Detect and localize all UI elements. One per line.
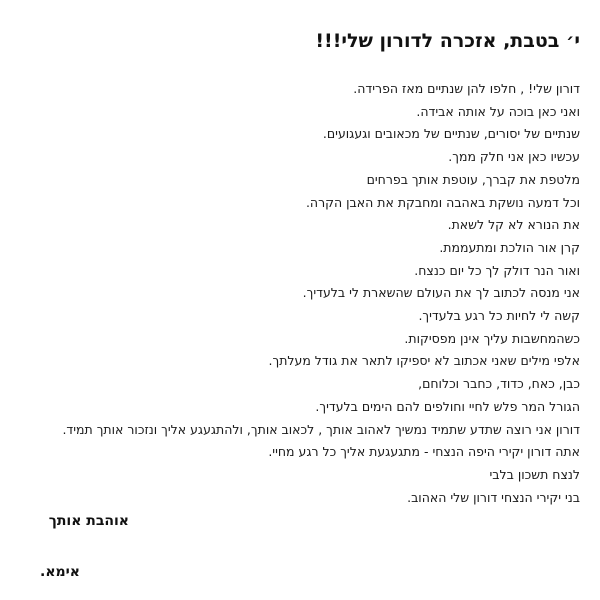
poem-line: שנתיים של יסורים, שנתיים של מכאובים וגעגועים.: [322, 126, 580, 142]
poem-line: קרן אור הולכת ומתעממת.: [439, 239, 580, 255]
poem-body: [62, 78, 580, 509]
poem-line: הגורל המר פלש לחיי וחולפים להם הימים בלעדיך.: [315, 398, 580, 414]
signoff-text: אוהבת אותך: [48, 513, 129, 529]
page-title: י׳ בטבת, אזכרה לדורון שלי!!!: [315, 30, 580, 52]
poem-line: וכל דמעה נושקת באהבה ומחבקת את האבן הקרה.: [305, 194, 580, 210]
poem-line: דורון אני רוצה שתדע שתמיד נמשיך לאהוב אותך , לכאוב אותך, ולהתגעגע אליך ונזכור אותך תמיד.: [62, 421, 580, 437]
poem-line: ואני כאן בוכה על אותה אבידה.: [416, 103, 580, 119]
poem-line: כבן, כאח, כדוד, כחבר וכלוחם,: [418, 376, 580, 392]
poem-line: מלטפת את קברך, עוטפת אותך בפרחים: [366, 171, 580, 187]
poem-line: אני מנסה לכתוב לך את העולם שהשארת לי בלעדיך.: [302, 285, 580, 301]
poem-line: אתה דורון יקירי היפה הנצחי - מתגעגעת אליך כל רגע מחיי.: [268, 444, 580, 460]
signature-text: אימא.: [40, 564, 80, 580]
poem-line: דורון שלי! , חלפו להן שנתיים מאז הפרידה.: [353, 81, 580, 96]
poem-line: את הנורא לא קל לשאת.: [447, 217, 580, 233]
poem-line: בני יקירי הנצחי דורון שלי האהוב.: [407, 489, 580, 505]
poem-line: אלפי מילים שאני אכתוב לא יספיקו לתאר את גודל מעלתך.: [268, 353, 580, 369]
poem-line: לנצח תשכון בלבי: [489, 466, 580, 482]
poem-line: ואור הנר דולק לך כל יום כנצח.: [414, 262, 580, 278]
poem-line: כשהמחשבות עליך אינן מפסיקות.: [404, 330, 580, 346]
poem-line: קשה לי לחיות כל רגע בלעדיך.: [418, 308, 580, 324]
poem-line: עכשיו כאן אני חלק ממך.: [448, 149, 580, 165]
